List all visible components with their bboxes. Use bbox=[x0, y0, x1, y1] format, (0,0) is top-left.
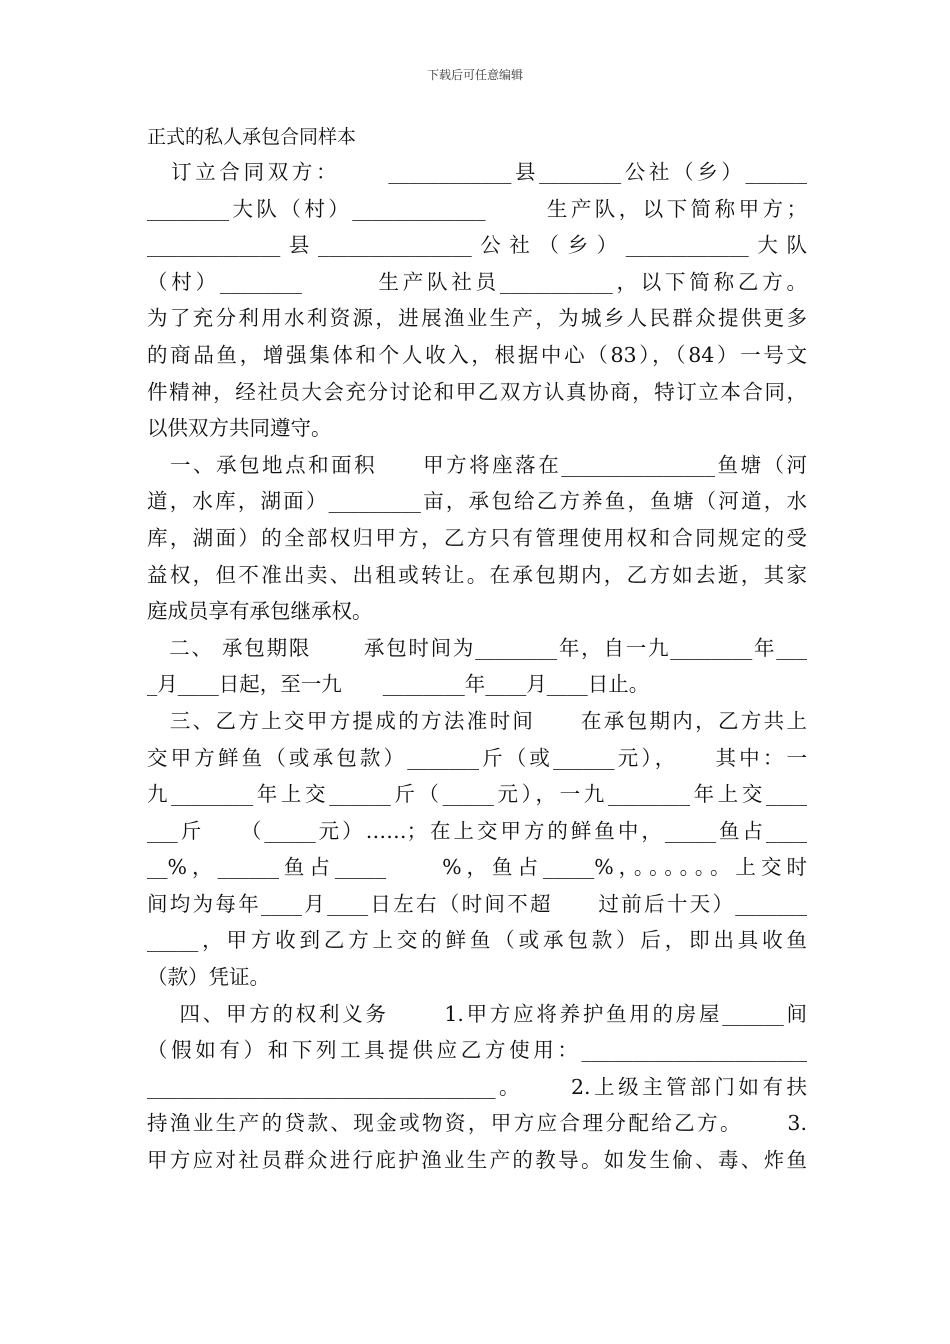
paragraph-line: （村）________ 生产队社员___________，以下简称乙方。 bbox=[147, 269, 807, 294]
paragraph-line: （款）凭证。 bbox=[147, 965, 270, 990]
section-heading-line: 三、乙方上交甲方提成的方法准时间 在承包期内，乙方共上 bbox=[147, 708, 807, 733]
paragraph-line: 的商品鱼，增强集体和个人收入，根据中心（83），（84）一号文 bbox=[147, 342, 807, 367]
paragraph-line: 间均为每年____月____日左右（时间不超 过前后十天）_______ bbox=[147, 891, 807, 916]
paragraph-line: （假如有）和下列工具提供应乙方使用：______________________ bbox=[147, 1038, 807, 1063]
paragraph-line: 持渔业生产的贷款、现金或物资，甲方应合理分配给乙方。 3. bbox=[147, 1111, 807, 1136]
paragraph-line: ___斤 （_____元）……；在上交甲方的鲜鱼中，_____鱼占____ bbox=[147, 818, 807, 843]
paragraph-line: 道，水库，湖面）_________亩，承包给乙方养鱼，鱼塘（河道，水 bbox=[147, 489, 807, 514]
paragraph-line: 庭成员享有承包继承权。 bbox=[147, 599, 373, 624]
section-heading-line: 一、承包地点和面积 甲方将座落在_______________鱼塘（河 bbox=[147, 452, 807, 477]
document-title: 正式的私人承包合同样本 bbox=[147, 126, 357, 148]
paragraph-line: __________________________________。 2.上级主管部门如有扶 bbox=[147, 1074, 807, 1099]
paragraph-line: ________大队（村）_____________ 生产队，以下简称甲方； bbox=[147, 196, 807, 221]
paragraph-line: 为了充分利用水利资源，进展渔业生产，为城乡人民群众提供更多 bbox=[147, 306, 807, 331]
contract-document bbox=[147, 120, 807, 1179]
paragraph-line: 甲方应对社员群众进行庇护渔业生产的教导。如发生偷、毒、炸鱼 bbox=[147, 1148, 807, 1173]
page-header-note: 下载后可任意编辑 bbox=[426, 68, 523, 82]
paragraph-line: _____，甲方收到乙方上交的鲜鱼（或承包款）后，即出具收鱼 bbox=[147, 928, 807, 953]
paragraph-line: 订立合同双方： ____________县________公社（乡）______ bbox=[147, 160, 807, 184]
paragraph-line: _月____日起，至一九 ________年____月____日止。 bbox=[147, 672, 650, 697]
paragraph-line: 件精神，经社员大会充分讨论和甲乙双方认真协商，特订立本合同， bbox=[147, 379, 807, 404]
paragraph-line: 益权，但不准出卖、出租或转让。在承包期内，乙方如去逝，其家 bbox=[147, 562, 807, 587]
paragraph-line: 库，湖面）的全部权归甲方，乙方只有管理使用权和合同规定的受 bbox=[147, 525, 807, 550]
paragraph-line: 以供双方共同遵守。 bbox=[147, 416, 332, 441]
paragraph-line: _____________县_______________公社（乡）____________大队 bbox=[147, 233, 807, 258]
paragraph-line: __%，______鱼占_____ %，鱼占_____%，。。。。。。上交时 bbox=[147, 855, 807, 880]
paragraph-line: 交甲方鲜鱼（或承包款）_______斤（或______元）， 其中：一 bbox=[147, 745, 807, 770]
section-heading-line: 二、 承包期限 承包时间为________年，自一九________年___ bbox=[147, 635, 807, 660]
paragraph-line: 九________年上交______斤（_____元），一九________年上交____ bbox=[147, 782, 807, 807]
section-heading-line: 四、甲方的权利义务 1.甲方应将养护鱼用的房屋______间 bbox=[147, 1001, 807, 1026]
